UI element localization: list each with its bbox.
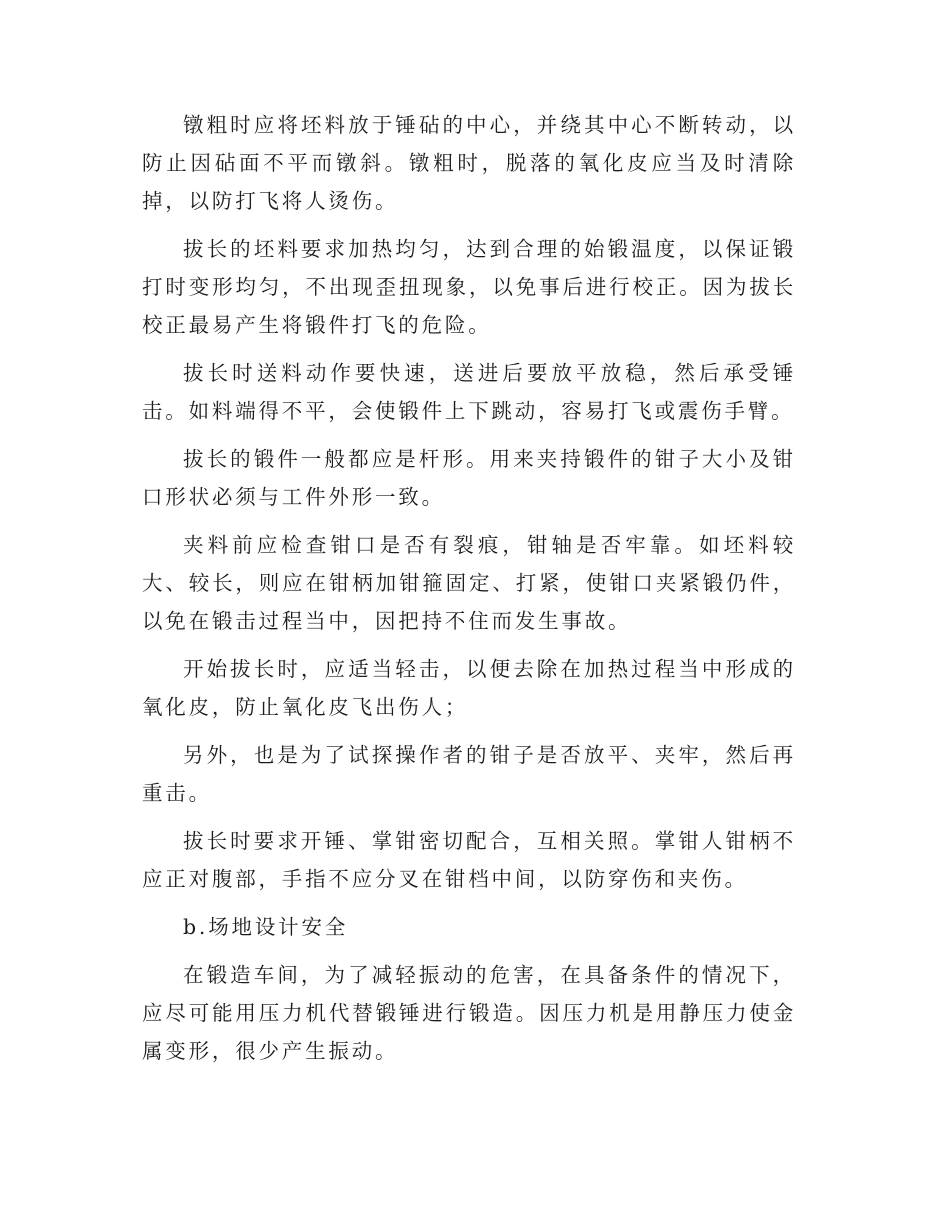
paragraph-light-strike: 开始拔长时，应适当轻击，以便去除在加热过程当中形成的氧化皮，防止氧化皮飞出伤人； (142, 657, 796, 719)
paragraph-cooperation: 拔长时要求开锤、掌钳密切配合，互相关照。掌钳人钳柄不应正对腹部，手指不应分叉在钳档中间，以防穿伤和夹伤。 (142, 829, 796, 891)
paragraph-press-vibration: 在锻造车间，为了减轻振动的危害，在具备条件的情况下，应尽可能用压力机代替锻锤进行锻造。因压力机是用静压力使金属变形，很少产生振动。 (142, 963, 796, 1063)
paragraph-upsetting: 镦粗时应将坯料放于锤砧的中心，并绕其中心不断转动，以防止因砧面不平而镦斜。镦粗时，脱落的氧化皮应当及时清除掉，以防打飞将人烫伤。 (142, 113, 796, 213)
paragraph-tongs-shape: 拔长的锻件一般都应是杆形。用来夹持锻件的钳子大小及钳口形状必须与工件外形一致。 (142, 447, 796, 509)
paragraph-feeding: 拔长时送料动作要快速，送进后要放平放稳，然后承受锤击。如料端得不平，会使锻件上下跳动，容易打飞或震伤手臂。 (142, 361, 796, 423)
paragraph-test-tongs: 另外，也是为了试探操作者的钳子是否放平、夹牢，然后再重击。 (142, 743, 796, 805)
paragraph-clamp-check: 夹料前应检查钳口是否有裂痕，钳轴是否牢靠。如坯料较大、较长，则应在钳柄加钳箍固定、打紧，使钳口夹紧锻仍件，以免在锻击过程当中，因把持不住而发生事故。 (142, 533, 796, 633)
paragraph-drawing-heating: 拔长的坯料要求加热均匀，达到合理的始锻温度，以保证锻打时变形均匀，不出现歪扭现象，以免事后进行校正。因为拔长校正最易产生将锻件打飞的危险。 (142, 237, 796, 337)
section-heading: b.场地设计安全 (183, 915, 349, 939)
document-body (142, 106, 796, 1080)
